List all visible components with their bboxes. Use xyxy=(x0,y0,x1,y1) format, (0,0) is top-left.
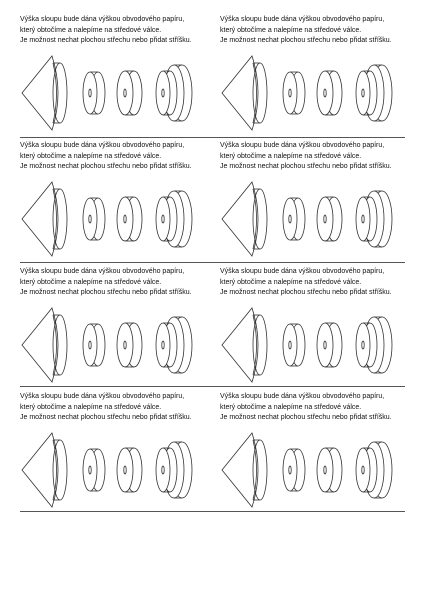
template-cell xyxy=(220,267,410,391)
cone-roof-part xyxy=(22,182,67,256)
instruction-line-3: Je možnost nechat plochou střechu nebo přidat stříšku. xyxy=(220,289,392,297)
instruction-line-1: Výška sloupu bude dána výškou obvodového papíru, xyxy=(20,393,185,400)
parts-drawing xyxy=(20,392,210,516)
instruction-line-1: Výška sloupu bude dána výškou obvodového papíru, xyxy=(220,268,385,275)
cylinder-medium-part xyxy=(317,448,342,492)
instruction-line-3: Je možnost nechat plochou střechu nebo přidat stříšku. xyxy=(20,289,192,297)
cylinder-small-front-face xyxy=(283,198,297,240)
parts-drawing xyxy=(20,141,210,265)
cylinder-medium-part xyxy=(317,71,342,115)
parts-drawing xyxy=(220,267,410,391)
instruction-line-2: který obtočíme a nalepíme na středové válce. xyxy=(20,26,162,34)
instruction-line-3: Je možnost nechat plochou střechu nebo přidat stříšku. xyxy=(20,414,192,422)
cone-roof-part xyxy=(22,433,67,507)
cylinder-inner-front-face xyxy=(156,448,170,492)
parts-drawing xyxy=(220,15,410,139)
template-cell xyxy=(20,392,210,516)
cylinder-medium-part xyxy=(317,323,342,367)
instruction-line-1: Výška sloupu bude dána výškou obvodového papíru, xyxy=(220,16,385,23)
instruction-line-1: Výška sloupu bude dána výškou obvodového papíru, xyxy=(220,142,385,149)
cylinder-small-part xyxy=(83,72,105,114)
template-cell xyxy=(20,141,210,265)
cylinder-flanged-part xyxy=(156,191,192,247)
instruction-line-3: Je možnost nechat plochou střechu nebo přidat stříšku. xyxy=(20,163,192,171)
parts-drawing xyxy=(220,392,410,516)
template-cell xyxy=(20,15,210,139)
cone-roof-part xyxy=(222,308,267,382)
instruction-line-2: který obtočíme a nalepíme na středové válce. xyxy=(20,403,162,411)
template-cell xyxy=(220,392,410,516)
divider-line xyxy=(20,511,405,512)
parts-drawing xyxy=(20,15,210,139)
instruction-line-3: Je možnost nechat plochou střechu nebo přidat stříšku. xyxy=(20,37,192,45)
cylinder-small-part xyxy=(83,449,105,491)
cylinder-medium-front-face xyxy=(317,448,333,492)
cylinder-medium-part xyxy=(117,448,142,492)
instruction-line-1: Výška sloupu bude dána výškou obvodového papíru, xyxy=(20,142,185,149)
cylinder-medium-part xyxy=(317,197,342,241)
cylinder-small-front-face xyxy=(83,198,97,240)
cylinder-inner-front-face xyxy=(356,71,370,115)
divider-line xyxy=(20,386,405,387)
cylinder-small-part xyxy=(83,198,105,240)
cylinder-flanged-part xyxy=(356,65,392,121)
cylinder-small-front-face xyxy=(83,324,97,366)
cylinder-inner-front-face xyxy=(156,71,170,115)
template-cell xyxy=(220,141,410,265)
instruction-line-2: který obtočíme a nalepíme na středové válce. xyxy=(20,152,162,160)
divider-line xyxy=(20,137,405,138)
cylinder-medium-front-face xyxy=(317,323,333,367)
cylinder-medium-front-face xyxy=(317,71,333,115)
cylinder-medium-part xyxy=(117,197,142,241)
cylinder-flanged-part xyxy=(156,442,192,498)
instruction-line-3: Je možnost nechat plochou střechu nebo přidat stříšku. xyxy=(220,414,392,422)
divider-line xyxy=(20,262,405,263)
instruction-line-2: který obtočíme a nalepíme na středové válce. xyxy=(20,278,162,286)
cylinder-small-front-face xyxy=(283,72,297,114)
cylinder-inner-front-face xyxy=(356,448,370,492)
cylinder-small-part xyxy=(283,72,305,114)
cylinder-medium-front-face xyxy=(117,323,133,367)
cylinder-small-front-face xyxy=(83,72,97,114)
instruction-line-2: který obtočíme a nalepíme na středové válce. xyxy=(220,278,362,286)
cylinder-medium-front-face xyxy=(117,71,133,115)
parts-drawing xyxy=(20,267,210,391)
cylinder-inner-front-face xyxy=(156,323,170,367)
cone-roof-part xyxy=(22,56,67,130)
cylinder-flanged-part xyxy=(156,317,192,373)
template-cell xyxy=(20,267,210,391)
cylinder-flanged-part xyxy=(156,65,192,121)
instruction-line-1: Výška sloupu bude dána výškou obvodového papíru, xyxy=(20,16,185,23)
cone-roof-part xyxy=(222,56,267,130)
cylinder-small-front-face xyxy=(83,449,97,491)
cylinder-flanged-part xyxy=(356,442,392,498)
parts-drawing xyxy=(220,141,410,265)
template-cell xyxy=(220,15,410,139)
cylinder-small-part xyxy=(283,198,305,240)
cylinder-medium-front-face xyxy=(117,197,133,241)
cylinder-flanged-part xyxy=(356,317,392,373)
cylinder-inner-front-face xyxy=(356,323,370,367)
instruction-line-1: Výška sloupu bude dána výškou obvodového papíru, xyxy=(220,393,385,400)
cylinder-medium-part xyxy=(117,71,142,115)
cone-roof-part xyxy=(222,433,267,507)
instruction-line-1: Výška sloupu bude dána výškou obvodového papíru, xyxy=(20,268,185,275)
cylinder-small-front-face xyxy=(283,449,297,491)
cone-roof-part xyxy=(222,182,267,256)
instruction-line-2: který obtočíme a nalepíme na středové válce. xyxy=(220,26,362,34)
instruction-line-2: který obtočíme a nalepíme na středové válce. xyxy=(220,152,362,160)
cylinder-small-part xyxy=(283,324,305,366)
cylinder-medium-front-face xyxy=(117,448,133,492)
cylinder-inner-front-face xyxy=(156,197,170,241)
cylinder-small-part xyxy=(283,449,305,491)
instruction-line-3: Je možnost nechat plochou střechu nebo přidat stříšku. xyxy=(220,37,392,45)
cylinder-medium-part xyxy=(117,323,142,367)
instruction-line-3: Je možnost nechat plochou střechu nebo přidat stříšku. xyxy=(220,163,392,171)
cylinder-small-part xyxy=(83,324,105,366)
cone-roof-part xyxy=(22,308,67,382)
cylinder-small-front-face xyxy=(283,324,297,366)
cylinder-medium-front-face xyxy=(317,197,333,241)
cylinder-inner-front-face xyxy=(356,197,370,241)
instruction-line-2: který obtočíme a nalepíme na středové válce. xyxy=(220,403,362,411)
cylinder-flanged-part xyxy=(356,191,392,247)
